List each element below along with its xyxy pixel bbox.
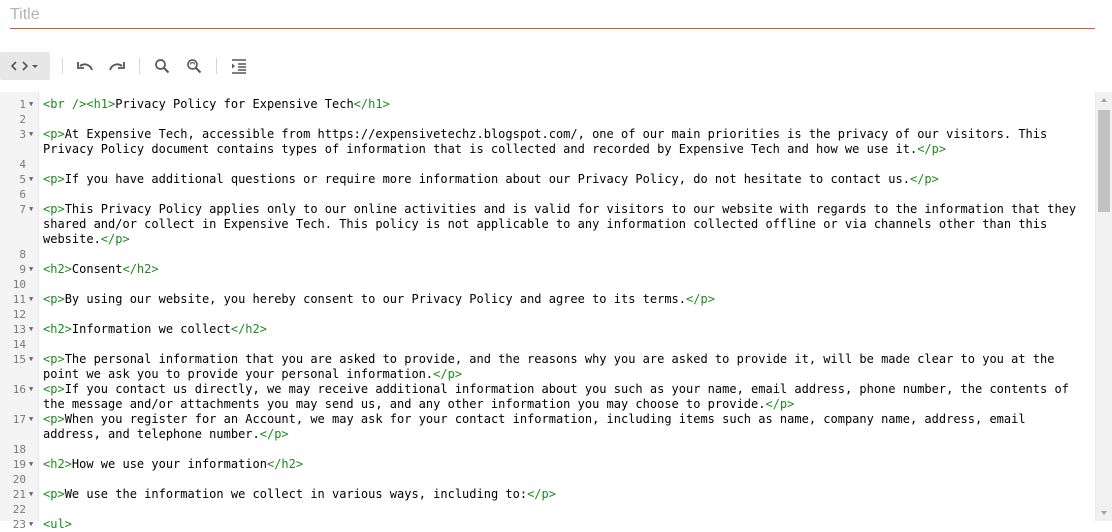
- html-tag-token: </p>: [259, 427, 289, 441]
- line-number: 9: [19, 263, 26, 276]
- fold-arrow-icon[interactable]: ▼: [29, 325, 34, 333]
- code-text: [43, 472, 1089, 487]
- fold-arrow-icon[interactable]: ▼: [29, 100, 34, 108]
- fold-arrow-icon[interactable]: ▼: [29, 490, 34, 498]
- code-line[interactable]: [0, 187, 1089, 202]
- undo-button[interactable]: [74, 52, 96, 80]
- line-number: 20: [12, 473, 26, 486]
- code-line[interactable]: [0, 442, 1089, 457]
- find-replace-button[interactable]: [183, 52, 205, 80]
- code-line[interactable]: [0, 352, 1089, 382]
- html-tag-token: </p>: [527, 487, 556, 501]
- line-number: 10: [12, 278, 26, 291]
- html-mode-icon: [10, 60, 40, 72]
- title-underline: [10, 28, 1095, 29]
- text-token: When you register for an Account, we may ask for your contact information, including items such as name, company name, address, email address, and telephone number.: [43, 412, 1033, 441]
- code-text: [43, 202, 1089, 247]
- text-token: If you have additional questions or require more information about our Privacy Policy, do not hesitate to contact us.: [64, 172, 910, 186]
- text-token: This Privacy Policy applies only to our online activities and is valid for visitors to our website with regards to the information that they shared and/or collect in Expensive Tech. This policy is not applicable to any information collected offline or via channels other than this website.: [43, 202, 1084, 246]
- code-text: [43, 442, 1089, 457]
- html-code-editor[interactable]: [0, 92, 1112, 531]
- code-line[interactable]: [0, 172, 1089, 187]
- line-number: 2: [19, 113, 26, 126]
- code-text: [43, 97, 1089, 112]
- html-tag-token: <h2>: [43, 322, 72, 336]
- line-number: 7: [19, 203, 26, 216]
- scroll-up-arrow-icon[interactable]: [1096, 92, 1112, 108]
- search-icon: [154, 58, 170, 74]
- html-mode-dropdown-button[interactable]: [0, 52, 50, 80]
- fold-arrow-icon[interactable]: ▼: [29, 520, 34, 528]
- scroll-down-arrow-icon[interactable]: [1096, 505, 1112, 521]
- html-tag-token: <h2>: [43, 457, 72, 471]
- toolbar-divider: [216, 58, 217, 74]
- code-text: [43, 307, 1089, 322]
- redo-icon: [108, 59, 126, 73]
- line-number: 4: [19, 158, 26, 171]
- code-line[interactable]: [0, 382, 1089, 412]
- html-tag-token: </h2>: [266, 457, 304, 471]
- code-text: [43, 127, 1089, 157]
- fold-arrow-icon[interactable]: ▼: [29, 295, 34, 303]
- code-line[interactable]: [0, 487, 1089, 502]
- line-number: 14: [12, 338, 26, 351]
- text-token: The personal information that you are asked to provide, and the reasons why you are asked to provide it, will be made clear to you at the point we ask you to provide your personal information.: [43, 352, 1062, 381]
- code-line[interactable]: [0, 502, 1089, 517]
- title-input[interactable]: [10, 4, 1095, 26]
- code-line[interactable]: [0, 112, 1089, 127]
- html-tag-token: </p>: [686, 292, 715, 306]
- line-number: 8: [19, 248, 26, 261]
- line-number: 23: [12, 518, 26, 531]
- html-tag-token: </p>: [433, 367, 463, 381]
- text-token: By using our website, you hereby consent to our Privacy Policy and agree to its terms.: [64, 292, 687, 306]
- text-token: If you contact us directly, we may receive additional information about you such as your name, email address, phone number, the contents of the message and/or attachments you may send us, and any other information you may choose to provide.: [43, 382, 1077, 411]
- toolbar-divider: [62, 58, 63, 74]
- search-button[interactable]: [151, 52, 173, 80]
- html-tag-token: <p>: [43, 127, 65, 141]
- html-tag-token: <p>: [43, 172, 65, 186]
- line-number: 6: [19, 188, 26, 201]
- code-text: [43, 352, 1089, 382]
- fold-arrow-icon[interactable]: ▼: [29, 355, 34, 363]
- editor-toolbar: [0, 52, 1112, 80]
- line-number: 17: [12, 413, 26, 426]
- line-number: 11: [12, 293, 26, 306]
- code-text: [43, 457, 1089, 472]
- format-indent-button[interactable]: [228, 52, 250, 80]
- code-text: [43, 322, 1089, 337]
- line-number: 1: [19, 98, 26, 111]
- code-text: [43, 277, 1089, 292]
- code-text: [43, 187, 1089, 202]
- code-text: [43, 247, 1089, 262]
- html-tag-token: <br /><h1>: [43, 97, 116, 111]
- code-text: [43, 262, 1089, 277]
- line-number: 19: [12, 458, 26, 471]
- html-tag-token: </p>: [917, 142, 947, 156]
- html-tag-token: </h1>: [353, 97, 390, 111]
- code-text: [43, 487, 1089, 502]
- fold-arrow-icon[interactable]: ▼: [29, 205, 34, 213]
- code-text: [43, 517, 1089, 532]
- code-line[interactable]: [0, 127, 1089, 157]
- html-tag-token: <h2>: [43, 262, 72, 276]
- code-text: [43, 157, 1089, 172]
- code-line[interactable]: [0, 472, 1089, 487]
- html-tag-token: <ul>: [43, 517, 72, 531]
- html-tag-token: </h2>: [230, 322, 267, 336]
- code-area[interactable]: [0, 97, 1089, 532]
- code-line[interactable]: [0, 157, 1089, 172]
- line-number: 16: [12, 383, 26, 396]
- line-number: 3: [19, 128, 26, 141]
- code-line[interactable]: [0, 277, 1089, 292]
- html-tag-token: <p>: [43, 382, 65, 396]
- scrollbar-thumb[interactable]: [1098, 110, 1110, 212]
- text-token: We use the information we collect in various ways, including to:: [64, 487, 528, 501]
- code-line[interactable]: [0, 97, 1089, 112]
- code-text: [43, 172, 1089, 187]
- fold-arrow-icon[interactable]: ▼: [29, 415, 34, 423]
- text-token: Privacy Policy for Expensive Tech: [115, 97, 354, 111]
- code-line[interactable]: [0, 457, 1089, 472]
- fold-arrow-icon[interactable]: ▼: [29, 385, 34, 393]
- code-line[interactable]: [0, 337, 1089, 352]
- code-text: [43, 382, 1089, 412]
- code-text: [43, 502, 1089, 517]
- code-line[interactable]: [0, 202, 1089, 247]
- code-line[interactable]: [0, 307, 1089, 322]
- vertical-scrollbar[interactable]: [1095, 92, 1112, 521]
- line-number: 22: [12, 503, 26, 516]
- find-replace-icon: [186, 58, 202, 74]
- code-line[interactable]: [0, 247, 1089, 262]
- undo-icon: [76, 59, 94, 73]
- html-tag-token: </p>: [909, 172, 939, 186]
- format-indent-icon: [231, 58, 247, 74]
- text-token: How we use your information: [71, 457, 267, 471]
- line-number: 21: [12, 488, 26, 501]
- line-number: 12: [12, 308, 26, 321]
- html-tag-token: </h2>: [122, 262, 159, 276]
- code-text: [43, 412, 1089, 442]
- code-line[interactable]: [0, 322, 1089, 337]
- line-number: 15: [12, 353, 26, 366]
- line-number: 13: [12, 323, 26, 336]
- text-token: At Expensive Tech, accessible from https://expensivetechz.blogspot.com/, one of our main priorities is the privacy of our visitors. This Privacy Policy document contains types of information that is collected and recorded by Expensive Tech and how we use it.: [43, 127, 1055, 156]
- html-tag-token: </p>: [765, 397, 795, 411]
- code-text: [43, 337, 1089, 352]
- line-number: 5: [19, 173, 26, 186]
- toolbar-divider: [139, 58, 140, 74]
- redo-button[interactable]: [106, 52, 128, 80]
- line-number: 18: [12, 443, 26, 456]
- fold-arrow-icon[interactable]: ▼: [29, 265, 34, 273]
- html-tag-token: </p>: [100, 232, 130, 246]
- html-tag-token: <p>: [43, 202, 65, 216]
- html-tag-token: <p>: [43, 487, 65, 501]
- text-token: Information we collect: [71, 322, 231, 336]
- fold-arrow-icon[interactable]: ▼: [29, 460, 34, 468]
- fold-arrow-icon[interactable]: ▼: [29, 175, 34, 183]
- html-tag-token: <p>: [43, 412, 65, 426]
- html-tag-token: <p>: [43, 352, 65, 366]
- code-text: [43, 112, 1089, 127]
- code-line[interactable]: [0, 517, 1089, 532]
- code-line[interactable]: [0, 412, 1089, 442]
- html-tag-token: <p>: [43, 292, 65, 306]
- fold-arrow-icon[interactable]: ▼: [29, 130, 34, 138]
- text-token: Consent: [71, 262, 123, 276]
- code-text: [43, 292, 1089, 307]
- code-line[interactable]: [0, 262, 1089, 277]
- title-field-container: [10, 0, 1095, 30]
- code-line[interactable]: [0, 292, 1089, 307]
